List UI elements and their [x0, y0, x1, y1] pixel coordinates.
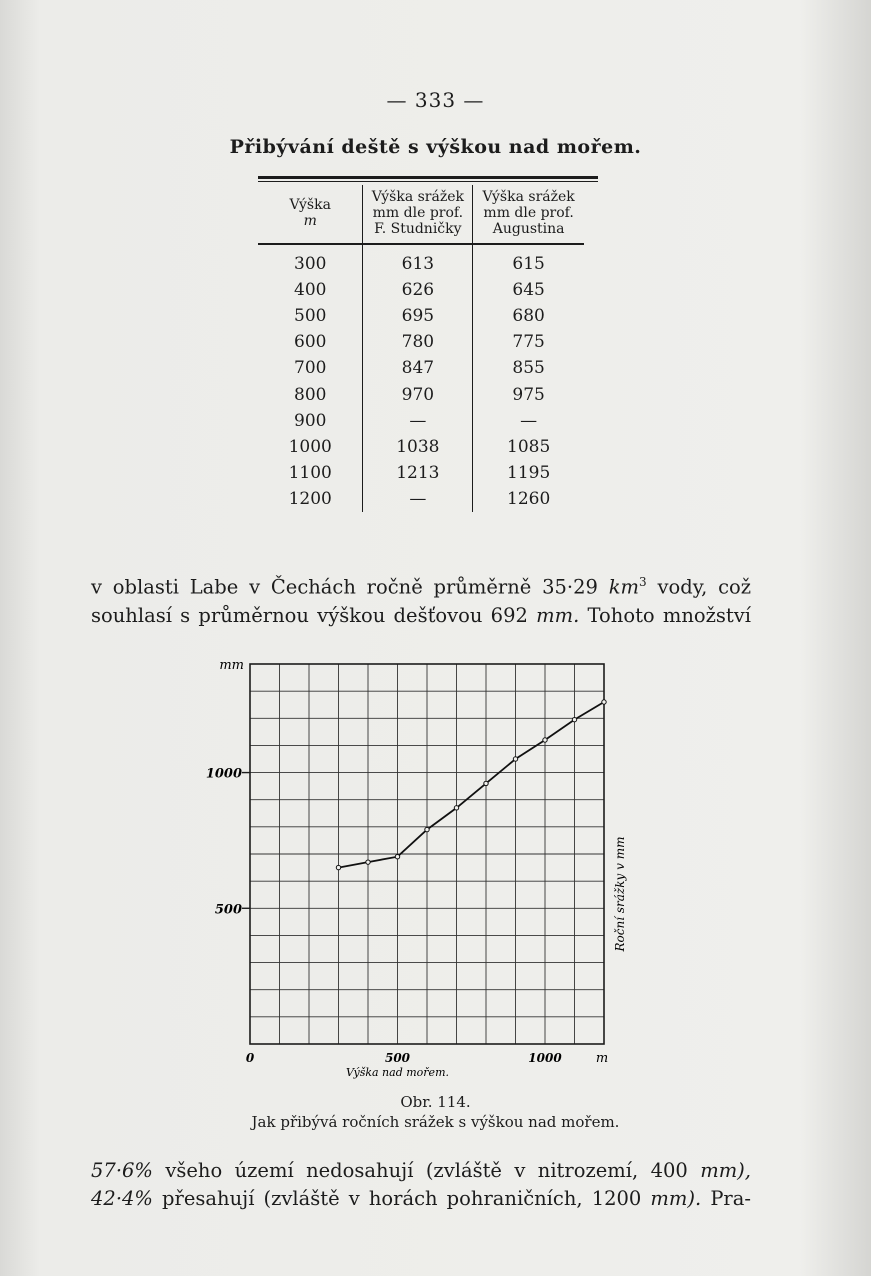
cell-augustin: 775	[473, 329, 584, 355]
table-top-rule-thin	[258, 181, 598, 182]
table-top-rule	[258, 176, 598, 179]
cell-studnicka: 1213	[363, 460, 473, 486]
cell-augustin: 975	[473, 381, 584, 407]
cell-height: 1000	[288, 436, 332, 457]
table-row	[258, 486, 584, 512]
cell-height: 500	[294, 306, 327, 327]
data-point	[366, 860, 370, 864]
cell-studnicka: —	[363, 486, 473, 512]
cell-height: 700	[294, 358, 327, 379]
table-row	[258, 381, 584, 407]
series-line	[339, 702, 605, 868]
cell-augustin: 855	[473, 355, 584, 381]
paragraph-2-line-1: 57·6% všeho území nedosahují (zvláště v nitrozemí, 400 mm),	[91, 1159, 751, 1182]
paragraph-1	[91, 568, 751, 630]
table-row	[258, 434, 584, 460]
paragraph-2-line-2: 42·4% přesahují (zvláště v horách pohraničních, 1200 mm). Pra-	[91, 1187, 751, 1210]
paragraph-1-line-2: souhlasí s průměrnou výškou dešťovou 692 mm. Tohoto množství	[91, 603, 752, 627]
data-point	[454, 806, 458, 810]
header-height: Výška m	[258, 185, 363, 244]
cell-height: 900	[294, 410, 327, 431]
cell-studnicka: 847	[363, 355, 473, 381]
cell-studnicka: 613	[363, 244, 473, 277]
cell-height: 300	[294, 254, 327, 275]
cell-augustin: —	[473, 408, 584, 434]
precipitation-table	[258, 185, 584, 512]
figure-caption: Jak přibývá ročních srážek s výškou nad mořem.	[251, 1113, 620, 1131]
table-row	[258, 408, 584, 434]
x-tick-label: 500	[384, 1051, 411, 1065]
table-row	[258, 303, 584, 329]
y-axis-title: Roční srážky v mm	[613, 836, 627, 952]
table-row	[258, 355, 584, 381]
cell-studnicka: 626	[363, 277, 473, 303]
figure-number: Obr. 114.	[400, 1093, 471, 1111]
table-title: Přibývání deště s výškou nad mořem.	[229, 136, 642, 158]
cell-height: 1100	[288, 462, 332, 483]
cell-studnicka: 970	[363, 381, 473, 407]
table-header-row	[258, 185, 584, 244]
data-point	[336, 865, 340, 869]
data-point	[484, 781, 488, 785]
x-tick-label: 0	[245, 1051, 255, 1065]
data-point	[572, 717, 576, 721]
data-point	[543, 738, 547, 742]
table-row	[258, 329, 584, 355]
cell-height: 400	[294, 280, 327, 301]
precipitation-chart	[200, 650, 640, 1086]
table-body	[258, 244, 584, 512]
cell-augustin: 615	[473, 244, 584, 277]
x-tick-label: 1000	[528, 1051, 562, 1065]
y-tick-label: 500	[214, 902, 242, 918]
cell-studnicka: 695	[363, 303, 473, 329]
y-tick-label: 1000	[205, 766, 242, 782]
cell-augustin: 680	[473, 303, 584, 329]
page-number: — 333 —	[386, 88, 485, 112]
paragraph-1-line-1: v oblasti Labe v Čechách ročně průměrně 35·29 $km^3$ vody, což	[91, 575, 752, 599]
x-unit-label: m	[595, 1051, 609, 1066]
cell-height: 1200	[288, 488, 332, 509]
cell-augustin: 645	[473, 277, 584, 303]
cell-height: 800	[294, 384, 327, 405]
table-row	[258, 244, 584, 277]
cell-augustin: 1260	[473, 486, 584, 512]
cell-studnicka: —	[363, 408, 473, 434]
x-axis-title: Výška nad mořem.	[345, 1066, 450, 1079]
table-row	[258, 460, 584, 486]
data-point	[513, 757, 517, 761]
data-point	[395, 855, 399, 859]
data-point	[425, 827, 429, 831]
header-augustin: Výška srážek mm dle prof. Augustina	[473, 185, 584, 244]
y-unit-label: mm	[219, 658, 244, 673]
paragraph-2	[91, 1157, 751, 1213]
table-row	[258, 277, 584, 303]
cell-studnicka: 1038	[363, 434, 473, 460]
header-studnicka: Výška srážek mm dle prof. F. Studničky	[363, 185, 473, 244]
data-point	[602, 700, 606, 704]
cell-height: 600	[294, 332, 327, 353]
cell-studnicka: 780	[363, 329, 473, 355]
cell-augustin: 1085	[473, 434, 584, 460]
cell-augustin: 1195	[473, 460, 584, 486]
